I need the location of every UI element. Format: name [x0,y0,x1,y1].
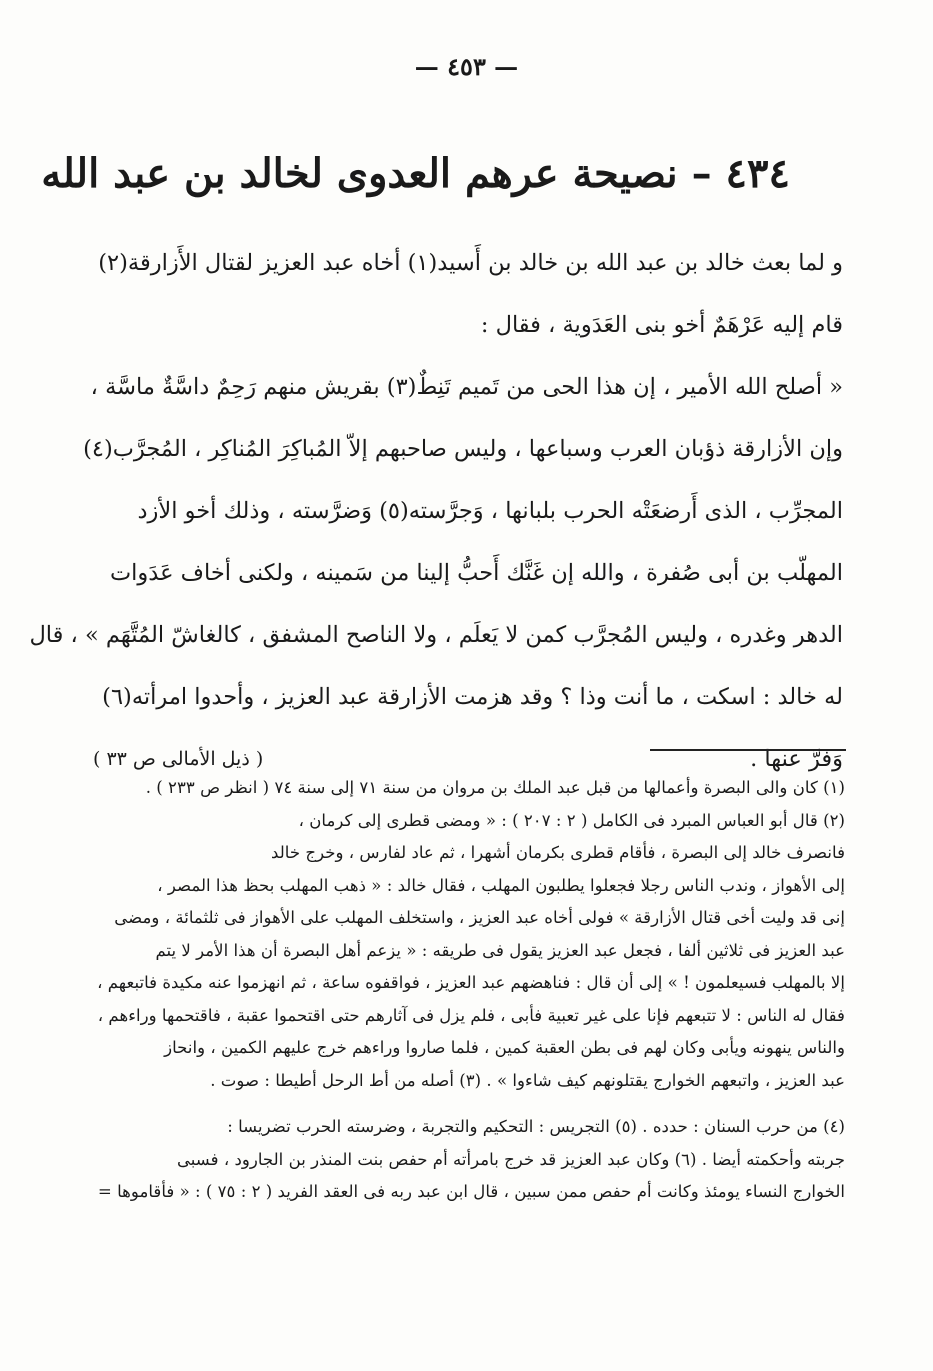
footnote-line: فقال له الناس : لا تتبعهم فإنا على غير تعبية فأبى ، فلم يزل فى آثارهم حتى اقتحموا عقبة ، فاقتحمها وراءهم ، [97,1005,845,1025]
footnote-line: فانصرف خالد إلى البصرة ، فأقام قطرى بكرمان أشهرا ، ثم عاد لفارس ، وخرج خالد [271,843,845,862]
body-line: و لما بعث خالد بن عبد الله بن خالد بن أَسيد(١) أخاه عبد العزيز لقتال الأَزارقة(٢) [98,250,843,276]
body-line: المهلّب بن أبى صُفرة ، والله إن غَنَّك أَحبُّ إلينا من سَمينه ، ولكنى أخاف عَدَوات [110,560,843,586]
source-citation: ( ذيل الأمالى ص ٣٣ ) [93,748,264,770]
footnote-line: (٢) قال أبو العباس المبرد فى الكامل ( ٢ : ٢٠٧ ) : « ومضى قطرى إلى كرمان ، [298,810,845,830]
footnote-line: (١) كان والى البصرة وأعمالها من قبل عبد الملك بن مروان من سنة ٧١ إلى سنة ٧٤ ( انظر ص ٢٣٣ ) . [145,778,845,797]
footnote-line: إنى قد وليت أخى قتال الأزارقة » فولى أخاه عبد العزيز ، واستخلف المهلب على الأهواز فى ثلثمائة ، ومضى [114,908,845,927]
body-line: وإن الأزارقة ذؤبان العرب وسباعها ، وليس صاحبهم إلاّ المُباكِرَ المُناكِر ، المُجرَّب(٤) [83,436,843,462]
main-text [29,232,843,790]
body-line: له خالد : اسكت ، ما أنت وذا ؟ وقد هزمت الأزارقة عبد العزيز ، وأحدوا امرأته(٦) [102,684,843,710]
footnote-line: جربته وأحكمته أيضا . (٦) وكان عبد العزيز قد خرج بامرأته أم حفص بنت المنذر بن الجارود ، فسبى [176,1149,845,1169]
footnotes [85,772,845,1209]
body-line: المجرِّب ، الذى أَرضعَتْه الحرب بلبانها ، وَجرَّسته(٥) وَضرَّسته ، وذلك أخو الأزد [137,498,843,524]
body-line: الدهر وغدره ، وليس المُجرَّب كمن لا يَعلَم ، ولا الناصح المشفق ، كالغاشّ المُتَّهَم » ، قال [29,622,843,648]
footnote-divider [650,749,846,751]
chapter-title: ٤٣٤ – نصيحة عرهم العدوى لخالد بن عبد الله [41,150,790,197]
footnote-line: والناس ينهونه ويأبى وكان لهم فى بطن العقبة كمين ، فلما صاروا وراءهم خرج عليهم الكمين ، وانحاز [164,1038,845,1057]
footnote-line: إلا بالمهلب فسيعلمون ! » إلى أن قال : فناهضهم عبد العزيز ، فواقفوه ساعة ، ثم انهزموا عنه مكيدة فاتبعهم ، [97,973,845,992]
page-number: — ٤٥٣ — [414,52,519,81]
body-line: « أصلح الله الأمير ، إن هذا الحى من تَميم تَنِطٌ(٣) بقريش منهم رَحِمٌ داسَّةٌ ماسَّة ، [90,374,843,400]
body-line-end: وَفرَّ عنها . [750,746,843,772]
footnote-line: الخوارج النساء يومئذ وكانت أم حفص ممن سبين ، قال ابن عبد ربه فى العقد الفريد ( ٢ : ٧٥ ) : « فأقاموها = [97,1182,845,1201]
footnote-line: عبد العزيز ، واتبعهم الخوارج يقتلونهم كيف شاءوا » . (٣) أصله من أط الرحل أطيطا : صوت . [210,1070,845,1090]
footnote-line: (٤) من حرب السنان : حدده . (٥) التجريس : التحكيم والتجربة ، وضرسته الحرب تضريسا : [227,1117,845,1136]
body-line: قام إليه عَرْهَمٌ أخو بنى العَدَوية ، فقال : [480,312,843,338]
footnote-line: عبد العزيز فى ثلاثين ألفا ، فجعل عبد العزيز يقول فى طريقه : « يزعم أهل البصرة أن هذا الأمر لا يتم [155,940,845,960]
footnote-line: إلى الأهواز ، وندب الناس رجلا فجعلوا يطلبون المهلب ، فقال خالد : « ذهب المهلب بحظ هذا المصر ، [157,875,845,895]
footnote-gap [85,1097,845,1111]
